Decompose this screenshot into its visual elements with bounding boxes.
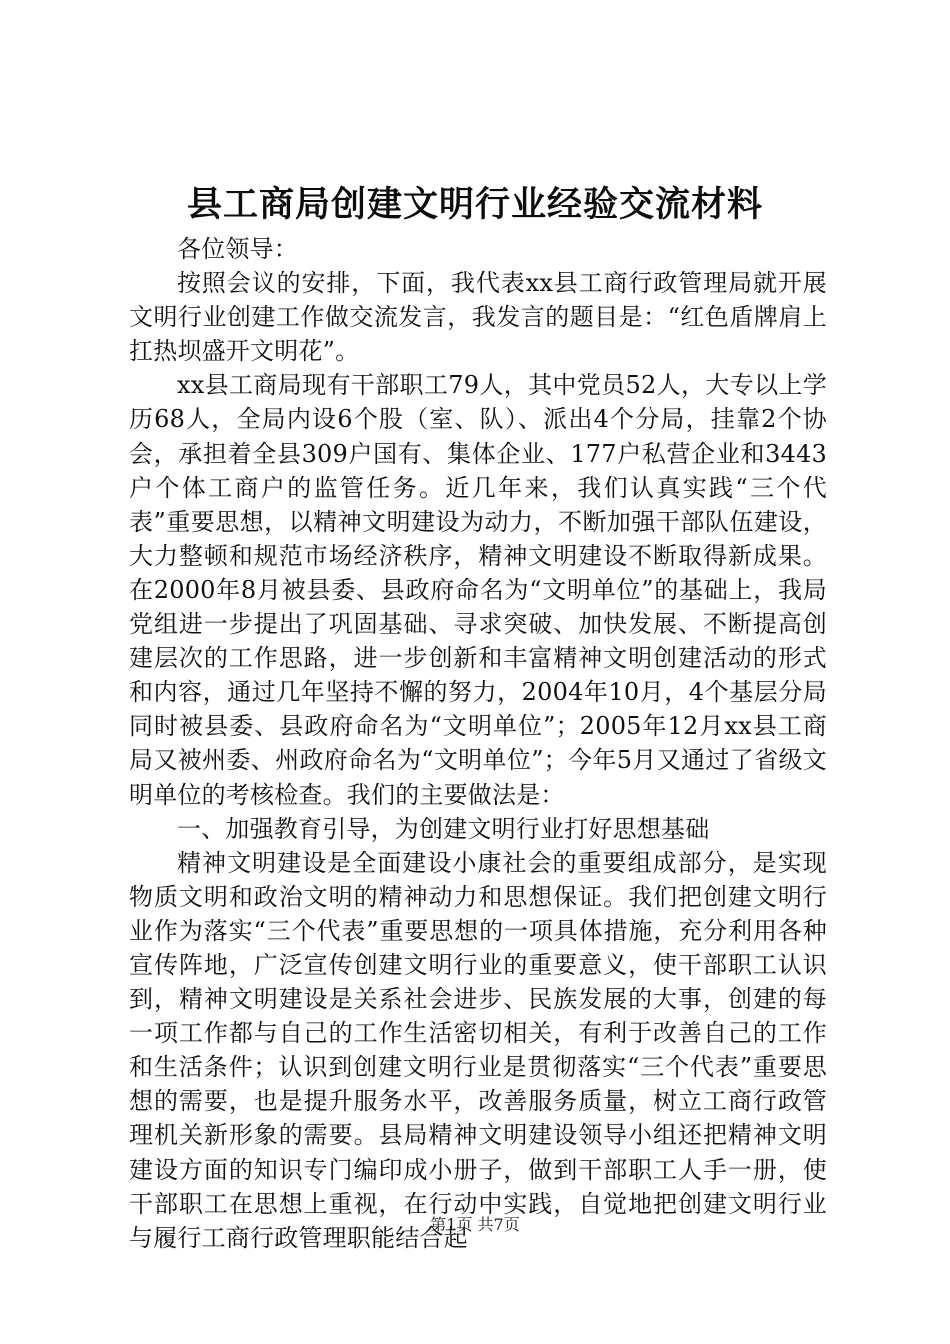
page-footer: 第1页 共7页 [430,1215,520,1234]
intro-paragraph: 按照会议的安排，下面，我代表xx县工商行政管理局就开展文明行业创建工作做交流发言，我发言的题目是：“红色盾牌肩上扛热坝盛开文明花”。 [129,269,827,366]
document-title: 县工商局创建文明行业经验交流材料 [186,184,763,225]
salutation-paragraph: 各位领导： [177,235,298,263]
section-1-paragraph: 精神文明建设是全面建设小康社会的重要组成部分，是实现物质文明和政治文明的精神动力和思想保证。我们把创建文明行业作为落实“三个代表”重要思想的一项具体措施，充分利用各种宣传阵地，广泛宣传创建文明行业的重要意义，使干部职工认识到，精神文明建设是关系社会进步、民族发展的大事，创建的每一项工作都与自己的工作生活密切相关，有利于改善自己的工作和生活条件；认识到创建文明行业是贯彻落实“三个代表”重要思想的需要，也是提升服务水平，改善服务质量，树立工商行政管理机关新形象的需要。县局精神文明建设领导小组还把精神文明建设方面的知识专门编印成小册子，做到干部职工人手一册，使干部职工在思想上重视，在行动中实践，自觉地把创建文明行业与履行工商行政管理职能结合起 [129,848,827,1252]
document-body [129,232,827,1255]
section-heading-1: 一、加强教育引导，为创建文明行业打好思想基础 [177,814,710,843]
overview-paragraph: xx县工商局现有干部职工79人，其中党员52人，大专以上学历68人，全局内设6个股（室、队）、派出4个分局，挂靠2个协会，承担着全县309户国有、集体企业、177户私营企业和3443户个体工商户的监管任务。近几年来，我们认真实践“三个代表”重要思想，以精神文明建设为动力，不断加强干部队伍建设，大力整顿和规范市场经济秩序，精神文明建设不断取得新成果。在2000年8月被县委、县政府命名为“文明单位”的基础上，我局党组进一步提出了巩固基础、寻求突破、加快发展、不断提高创建层次的工作思路，进一步创新和丰富精神文明创建活动的形式和内容，通过几年坚持不懈的努力，2004年10月，4个基层分局同时被县委、县政府命名为“文明单位”；2005年12月xx县工商局又被州委、州政府命名为“文明单位”；今年5月又通过了省级文明单位的考核检查。我们的主要做法是： [129,371,827,809]
